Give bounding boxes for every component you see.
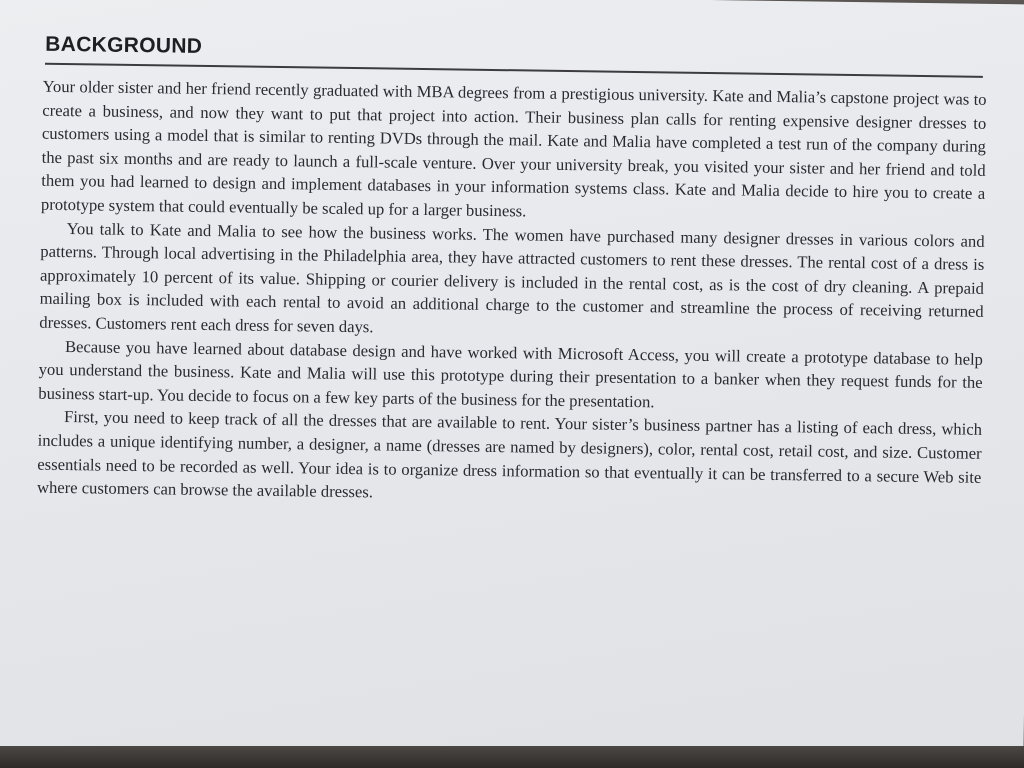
paragraph-4: First, you need to keep track of all the dresses that are available to rent. Your sister’s business partner has a listing of each dress, which includes a unique identifying number, a designer, a name (dresses are named by designers), color, rental cost, retail cost, and size. Customer essentials need to be recorded as well. Your idea is to organize dress information so that eventually it can be transferred to a secure Web site where customers can browse the available dresses. [36,407,983,502]
body-text [37,75,987,513]
table-surface [0,746,1024,768]
paragraph-2: You talk to Kate and Malia to see how the business works. The women have purchased many designer dresses in various colors and patterns. Through local advertising in the Philadelphia area, they have attracted customers to rent these dresses. The rental cost of a dress is approximately 10 percent of its value. Shipping or courier delivery is included in the rental cost, as is the cost of dry cleaning. A prepaid mailing box is included with each rental to avoid an additional charge to the customer and streamline the process of receiving returned dresses. Customers rent each dress for seven days. [39,218,985,337]
paragraph-1: Your older sister and her friend recently graduated with MBA degrees from a prestigious university. Kate and Malia’s capstone project was to create a business, and now they want to put that project into action. Their business plan calls for renting expensive designer dresses to customers using a model that is similar to renting DVDs through the mail. Kate and Malia have completed a test run of the company during the past six months and are ready to launch a full-scale venture. Over your university break, you visited your sister and her friend and told them you had learned to design and implement databases in your information systems class. Kate and Malia decide to hire you to create a prototype system that could eventually be scaled up for a larger business. [40,76,987,221]
paragraph-3: Because you have learned about database design and have worked with Microsoft Access, you will create a prototype database to help you understand the business. Kate and Malia will use this prototype during their presentation to a banker when they request funds for the business start-up. You decide to focus on a few key parts of the business for the presentation. [38,336,984,411]
section-heading: BACKGROUND [45,32,203,58]
heading-rule [45,63,983,78]
